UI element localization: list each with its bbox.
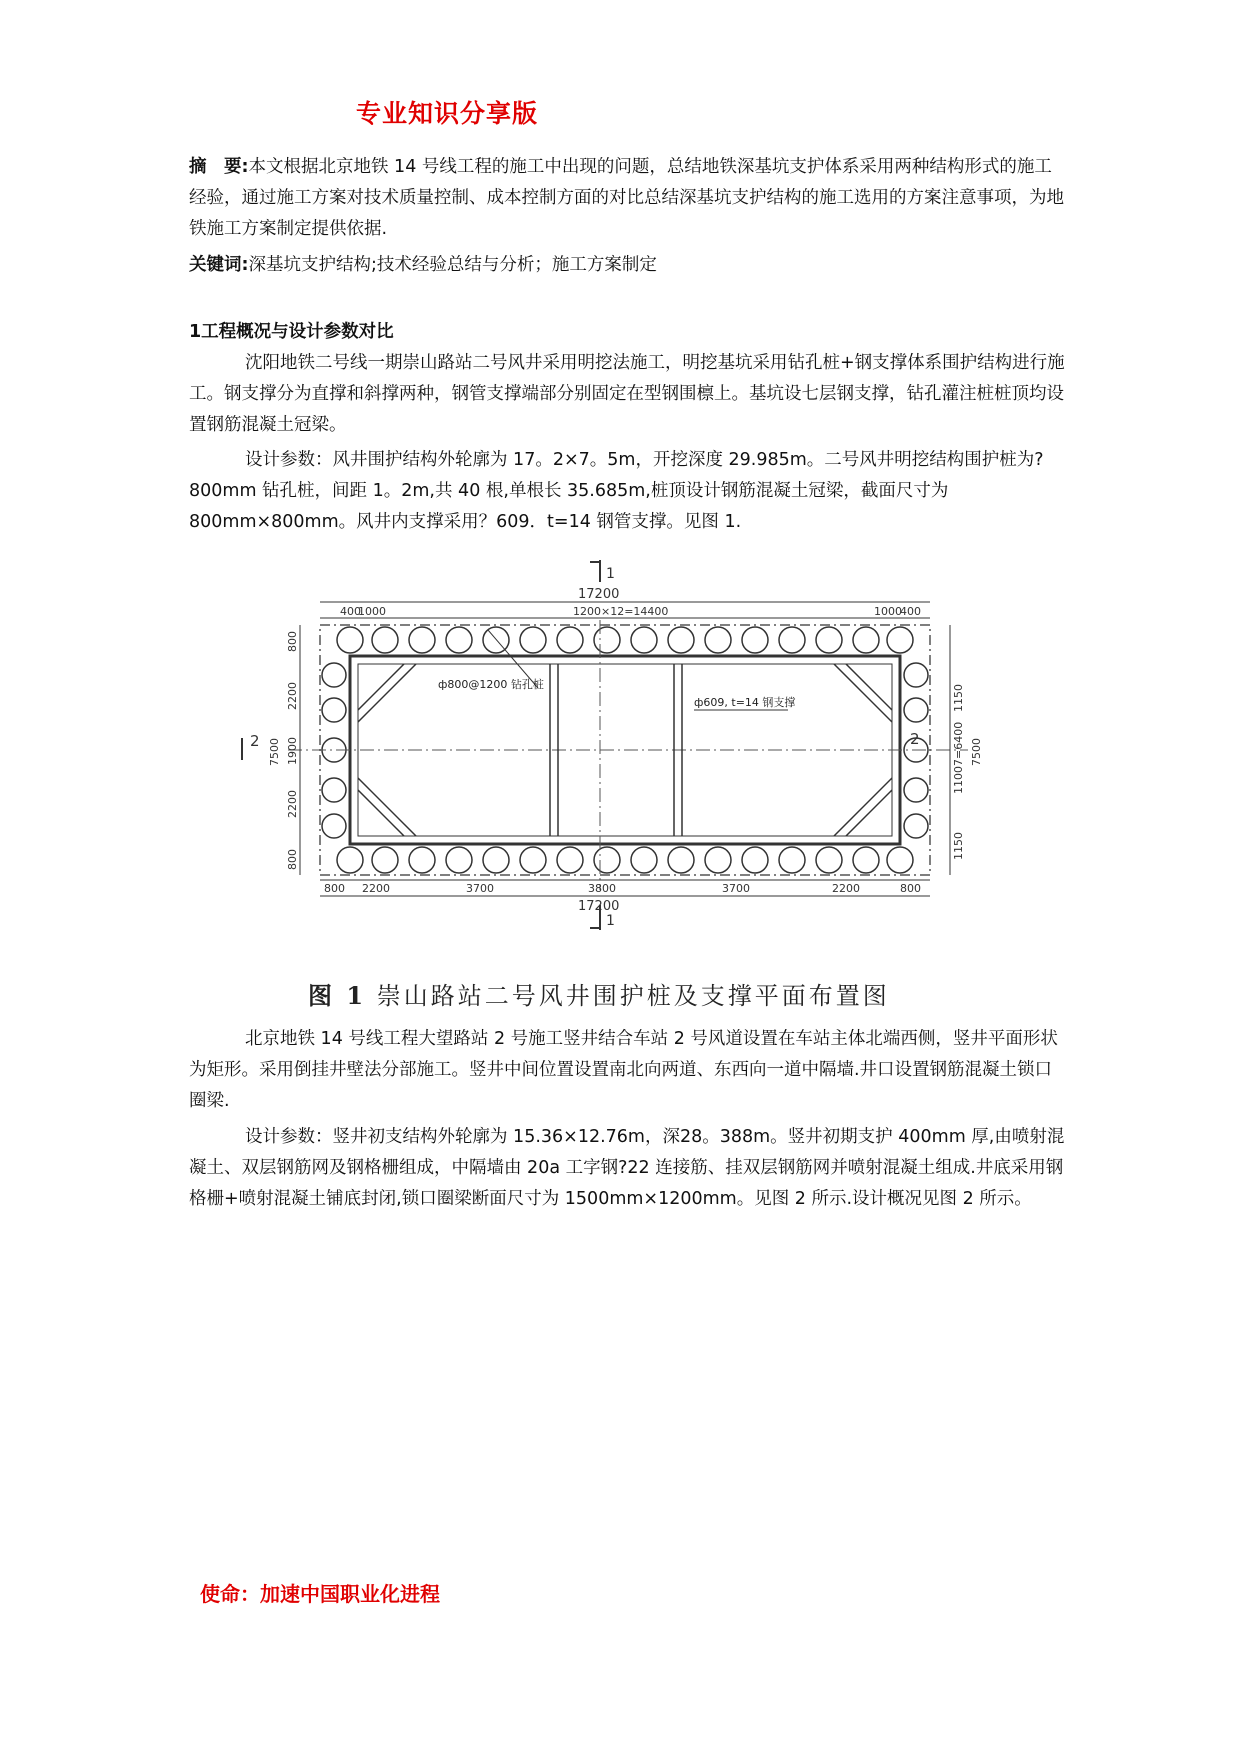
left-dim-7500: 7500 xyxy=(268,738,281,766)
right-dim-7500: 7500 xyxy=(970,738,983,766)
paragraph-4: 设计参数：竖井初支结构外轮廓为 15.36×12.76m，深28。388m。竖井初期支护 400mm 厚,由喷射混凝土、双层钢筋网及钢格栅组成，中隔墙由 20a 工字钢?22 连接筋、挂双层钢筋网并喷射混凝土组成.井底采用钢格栅+喷射混凝土铺底封闭,锁口圈梁断面尺寸为 1500mm×1200mm。见图 2 所示.设计概况见图 2 所示。 xyxy=(189,1127,1065,1209)
figure-1-caption-number: 图 1 xyxy=(308,981,367,1010)
keywords-label: 关键词: xyxy=(189,255,249,275)
bottom-dim-2200-left: 2200 xyxy=(362,882,390,895)
right-dim-mid: 11007=6400 xyxy=(952,721,965,794)
bottom-dim-3700-right: 3700 xyxy=(722,882,750,895)
pile-note: ф800@1200 钻孔桩 xyxy=(438,678,544,691)
figure-1-drawing xyxy=(228,560,983,930)
left-dim-1900: 1900 xyxy=(286,737,299,765)
top-dim-1000: 1000 xyxy=(358,605,386,618)
abstract-text: 本文根据北京地铁 14 号线工程的施工中出现的问题，总结地铁深基坑支护体系采用两种结构形式的施工经验，通过施工方案对技术质量控制、成本控制方面的对比总结深基坑支护结构的施工选用的方案注意事项，为地铁施工方案制定提供依据. xyxy=(189,157,1064,239)
left-dim-2200-top: 2200 xyxy=(286,682,299,710)
section-1-top-label: 1 xyxy=(606,566,615,582)
figure-1-caption-text: 崇山路站二号风井围护桩及支撑平面布置图 xyxy=(376,982,890,1010)
bottom-total-dim: 17200 xyxy=(578,899,620,914)
pile-row-bottom xyxy=(337,847,913,873)
right-dim-1150-top: 1150 xyxy=(952,684,965,712)
section-2-right-label: 2 xyxy=(910,730,920,748)
section-2-left-label: 2 xyxy=(250,732,260,750)
left-dim-2200-bottom: 2200 xyxy=(286,790,299,818)
top-dim-1000-right: 1000 xyxy=(874,605,902,618)
page-header: 专业知识分享版 xyxy=(356,99,539,128)
abstract-label: 摘 要: xyxy=(189,157,249,177)
paragraph-2: 设计参数：风井围护结构外轮廓为 17。2×7。5m，开挖深度 29.985m。二号风井明挖结构围护桩为?800mm 钻孔桩，间距 1。2m,共 40 根,单根长 35.685m,桩顶设计钢筋混凝土冠梁，截面尺寸为800mm×800mm。风井内支撑采用？609．t=14 钢管支撑。见图 1. xyxy=(189,450,1044,532)
section-title: 1工程概况与设计参数对比 xyxy=(189,322,394,342)
keywords-text: 深基坑支护结构;技术经验总结与分析；施工方案制定 xyxy=(248,255,657,275)
pile-row-top xyxy=(337,627,913,653)
left-dim-800-top: 800 xyxy=(286,631,299,652)
figure-1 xyxy=(228,560,983,930)
bottom-dim-800-right: 800 xyxy=(900,882,921,895)
paragraph-1: 沈阳地铁二号线一期崇山路站二号风井采用明挖法施工，明挖基坑采用钻孔桩+钢支撑体系围护结构进行施工。钢支撑分为直撑和斜撑两种，钢管支撑端部分别固定在型钢围檩上。基坑设七层钢支撑，钻孔灌注桩桩顶均设置钢筋混凝土冠梁。 xyxy=(189,353,1065,435)
bottom-dim-800-left: 800 xyxy=(324,882,345,895)
brace-note: ф609, t=14 钢支撑 xyxy=(694,696,796,709)
section-1-bottom-label: 1 xyxy=(606,913,615,929)
top-pile-spacing: 1200×12=14400 xyxy=(573,605,669,618)
top-total-dim: 17200 xyxy=(578,587,620,602)
bottom-dim-3800: 3800 xyxy=(588,882,616,895)
abstract xyxy=(189,152,1069,245)
figure-1-caption xyxy=(308,976,890,1011)
right-dim-1150-bottom: 1150 xyxy=(952,832,965,860)
paragraph-3: 北京地铁 14 号线工程大望路站 2 号施工竖井结合车站 2 号风道设置在车站主体北端西侧，竖井平面形状为矩形。采用倒挂井壁法分部施工。竖井中间位置设置南北向两道、东西向一道中隔墙.井口设置钢筋混凝土锁口圈梁. xyxy=(189,1029,1058,1111)
bottom-dim-3700-left: 3700 xyxy=(466,882,494,895)
top-dim-400: 400 xyxy=(340,605,361,618)
left-dim-800-bottom: 800 xyxy=(286,849,299,870)
top-dim-400-right: 400 xyxy=(900,605,921,618)
page-footer: 使命：加速中国职业化进程 xyxy=(200,1582,440,1606)
keywords xyxy=(189,250,1069,281)
bottom-dim-2200-right: 2200 xyxy=(832,882,860,895)
